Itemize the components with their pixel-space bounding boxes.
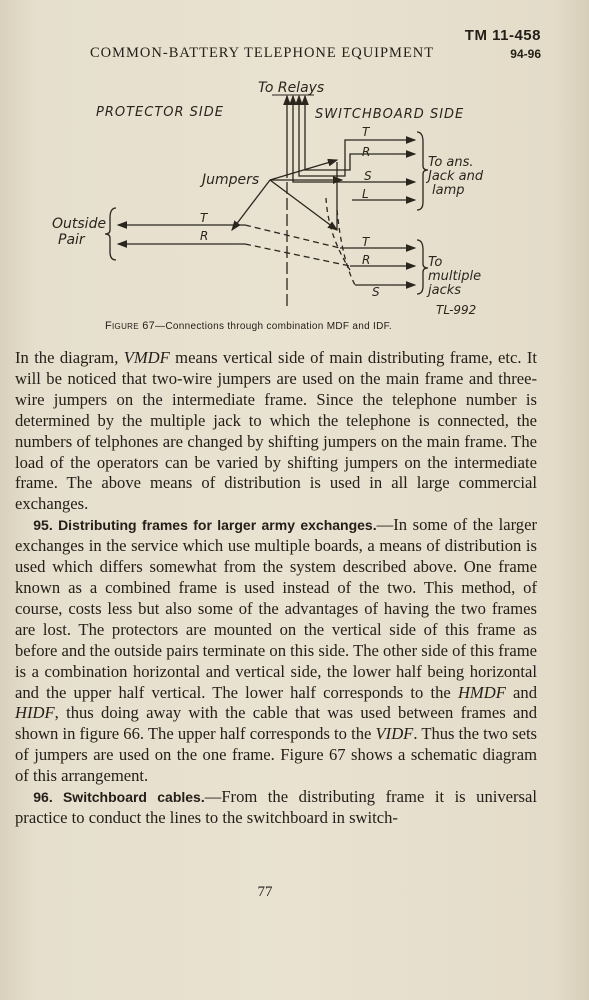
label-t-upper: T [362, 125, 370, 139]
page-number: 77 [257, 884, 273, 900]
running-title: COMMON-BATTERY TELEPHONE EQUIPMENT [90, 45, 435, 61]
p2-hidf: HIDF [15, 703, 55, 723]
body-text [15, 348, 537, 829]
figure-code-label: TL-992 [436, 303, 477, 317]
p2-text-c: , thus doing away with the cable that was used between frames and shown in figure 66. The upper half corresponds to the [15, 703, 537, 744]
to-multiple-label-1: To [428, 255, 443, 270]
p3-heading: 96. Switchboard cables. [33, 789, 205, 806]
p1-text-b: means vertical side of main distributing frame, etc. It will be noticed that two-wire jumpers are used on the main frame and three-wire jumpers on the intermediate frame. Since the telephone number is determined by the multiple jack to which the telephone is connected, the numbers of telphones are changed by shifting jumpers on the main frame. The load of the operators can be varied by shifting jumpers on the intermediate frame. The above means of distribution is used in all large commercial exchanges. [15, 348, 537, 514]
caption-text: —Connections through combination MDF and IDF. [155, 321, 392, 332]
brace-ans [417, 132, 428, 210]
paragraph-96 [15, 787, 537, 829]
p1-text-a: In the diagram, [15, 348, 124, 367]
p1-vmdf: VMDF [123, 348, 170, 367]
p2-hmdf: HMDF [457, 682, 506, 702]
p2-text-b: and [505, 682, 537, 702]
p2-text-d: . Thus the two sets of jumpers are used on the one frame. Figure 67 shows a schematic diagram of this arrangement. [15, 724, 538, 786]
figure-number: Figure 67 [105, 320, 156, 332]
p2-vidf: VIDF [375, 724, 414, 744]
paragraph-94-end [15, 348, 537, 515]
to-multiple-label-3: jacks [428, 283, 462, 298]
brace-outside [105, 208, 116, 260]
p2-text-a: —In some of the larger exchanges in the service which use multiple boards, a means of distribution is used which differs somewhat from the system described above. One frame known as a combined frame is used instead of the two. This method, of course, costs less but also some of the advantages of having the two frames are lost. The protectors are mounted on the vertical side of this frame as before and the outside pairs terminate on this side. The other side of this frame is a combination horizontal and vertical side, the lower half being horizontal and the upper half vertical. The lower half corresponds to the [15, 515, 537, 702]
to-multiple-label-2: multiple [428, 269, 482, 284]
protector-side-label: PROTECTOR SIDE [96, 105, 224, 120]
brace-multiple [417, 240, 428, 294]
p2-heading: 95. Distributing frames for larger army exchanges. [33, 517, 377, 534]
outside-pair-label-2: Pair [58, 232, 85, 248]
jumper-arrow-3 [270, 180, 337, 230]
p3-text-a: —From the distributing frame it is universal practice to conduct the lines to the switchboard in switch- [15, 787, 537, 827]
to-relays-label: To Relays [258, 80, 325, 96]
label-r-pair: R [200, 229, 209, 243]
label-l-upper: L [362, 187, 369, 201]
to-ans-label-1: To ans. [428, 155, 474, 170]
paragraph-range: 94-96 [510, 47, 541, 61]
label-t-pair: T [200, 211, 208, 225]
figure-caption [105, 320, 392, 332]
label-t-lower: T [362, 235, 370, 249]
dashed-jumper-r [245, 244, 350, 266]
label-s-upper: S [364, 169, 372, 183]
to-ans-label-2: Jack and [428, 169, 484, 184]
label-r-upper: R [362, 145, 371, 159]
wire-to-ans-2 [305, 154, 415, 170]
label-r-lower: R [362, 253, 371, 267]
outside-pair-label-1: Outside [52, 216, 107, 232]
dashed-jumper-l [326, 198, 350, 270]
switchboard-side-label: SWITCHBOARD SIDE [315, 107, 465, 122]
figure-67-diagram [0, 70, 589, 320]
manual-code: TM 11-458 [464, 27, 541, 44]
dashed-jumper-t [245, 225, 340, 248]
jumpers-label: Jumpers [202, 172, 260, 188]
to-ans-label-3: lamp [432, 183, 465, 198]
paragraph-95 [15, 515, 537, 787]
label-s-lower: S [372, 285, 380, 299]
